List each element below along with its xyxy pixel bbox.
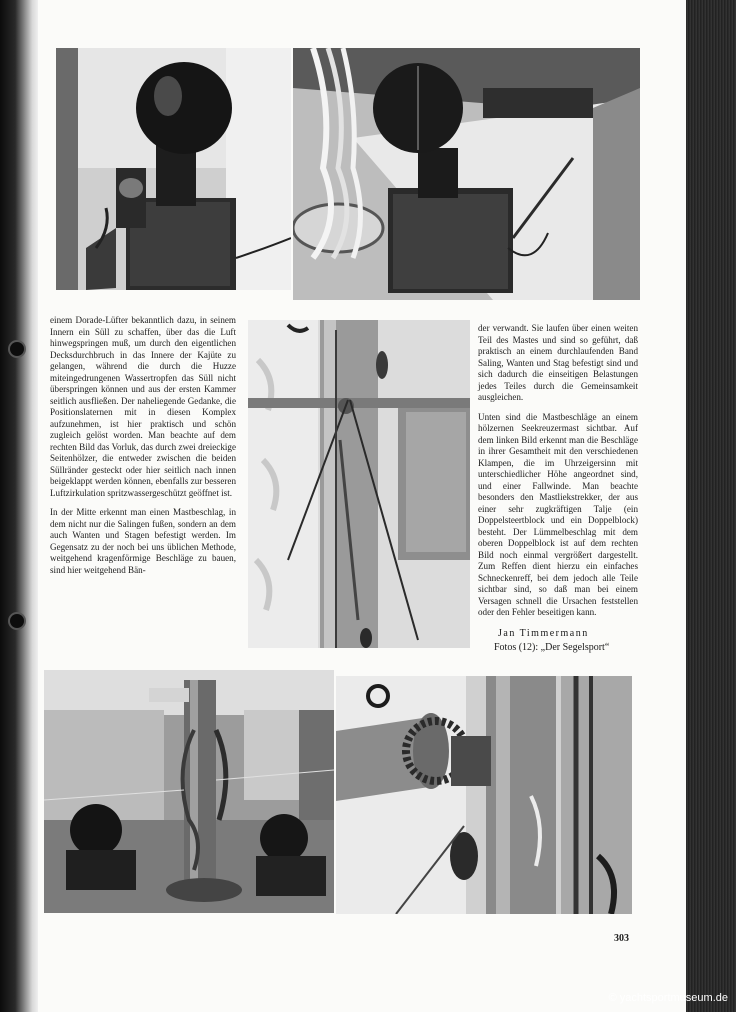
photo-credit: Fotos (12): „Der Segelsport“ [494, 642, 610, 653]
article-paragraph: der verwandt. Sie laufen über einen weiten Teil des Mastes und sind so geführt, daß praktisch an einem durchlaufenden Band Saling, Wanten und Stag befestigt sind und sich dadurch die einseitigen Belastungen jedes Teiles durch die Gemeinsamkeit ausgleichen. [478, 323, 638, 402]
photo-dorade-ventilator-right [293, 48, 640, 300]
page-number: 303 [614, 933, 629, 944]
book-spine-left [0, 0, 38, 1012]
photo-dorade-ventilator-left [56, 48, 291, 290]
photo-gooseneck-reefing-gear [336, 676, 632, 914]
article-paragraph: Unten sind die Mastbeschläge an einem hölzernen Seekreuzermast sichtbar. Auf dem linken Bild erkennt man die Beschläge in ihrer Gesamtheit mit den verschiedenen Klampen, die im Uhrzeigersinn mit unterschiedlicher Höhe angeordnet sind, und einer Fallwinde. Man beachte besonders den Mastliekstrekker, der aus einer sehr zugkräftigen Talje (ein Doppelsteertblock und ein Doppelblock) besteht. Der Lümmelbeschlag mit dem oberen Doppelblock ist auf dem rechten Bild noch einmal vergrößert dargestellt. Zum Reffen dient hierzu ein einfaches Schneckenreff, bei dem jedoch alle Teile sichtbar sind, so daß man bei einem Versagen schnell die Ursachen feststellen oder den Fehler beseitigen kann. [478, 411, 638, 617]
article-right-column [478, 323, 638, 619]
article-paragraph: einem Dorade-Lüfter bekanntlich dazu, in seinem Innern ein Süll zu schaffen, über das die Luft hinwegspringen muß, um durch den eigentlichen Decksdurchbruch in das Innere der Kajüte zu gelangen, während die durch die Huzze miteingedrungenen Wassertropfen das Süll nicht überspringen können und aus der ersten Kammer seitlich ausfließen. Der naheliegende Gedanke, die Positionslaternen mit in diesen Komplex aufzunehmen, ist hier praktisch und schön zugleich gelöst worden. Man beachte auf dem rechten Bild das Vorluk, das durch zwei dreieckige Seitenhölzer, die entweder zwischen die beiden Süllränder gesteckt oder hier seitlich nach innen beigeklappt werden können, ebenfalls zur besseren Luftzirkulation spritzwassergeschützt geöffnet ist. [50, 315, 236, 498]
article-paragraph: In der Mitte erkennt man einen Mastbeschlag, in dem nicht nur die Salingen fußen, sondern an dem auch Wanten und Stagen befestigt werden. Im Gegensatz zu der noch bei uns üblichen Methode, weitgehend kragenförmige Beschläge zu bauen, sind hier weitgehend Bän- [50, 507, 236, 575]
author-signature: Jan Timmermann [498, 628, 589, 639]
article-left-column [50, 315, 236, 576]
binding-hole [10, 614, 24, 628]
photo-mast-fitting [248, 320, 470, 648]
watermark-copyright: © yachtsportmuseum.de [608, 992, 728, 1004]
magazine-page [38, 0, 686, 1012]
book-page-edges [686, 0, 736, 1012]
binding-hole [10, 342, 24, 356]
photo-mast-fittings-overview [44, 670, 334, 913]
